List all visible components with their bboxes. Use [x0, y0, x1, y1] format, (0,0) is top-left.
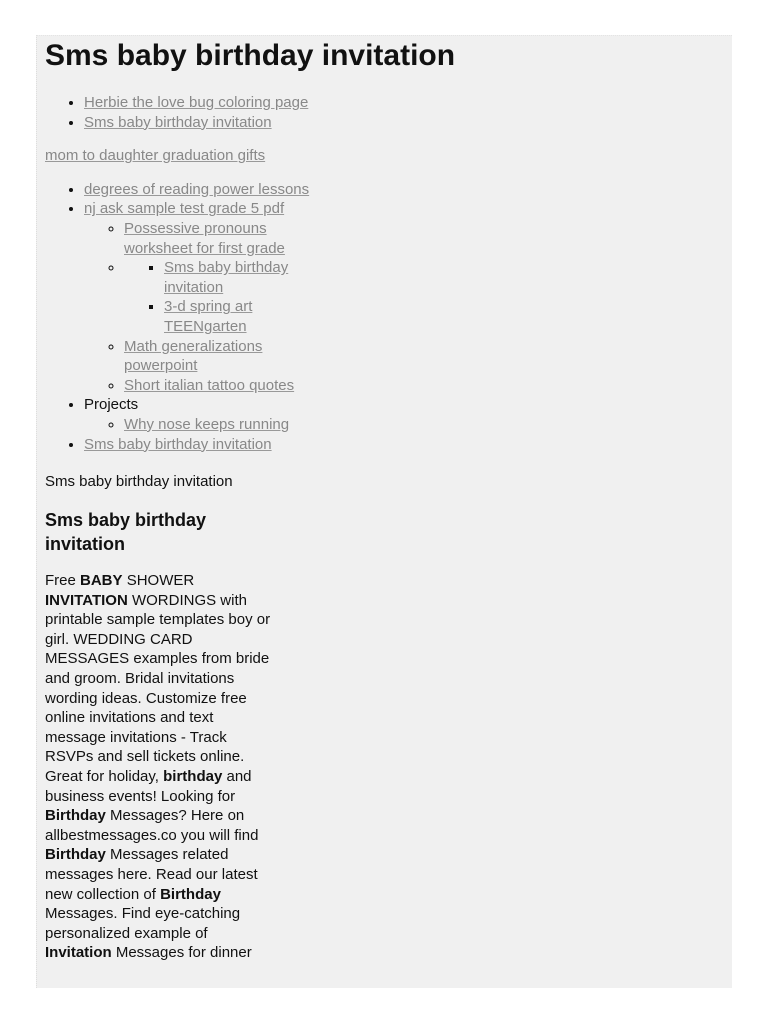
bold-text: Birthday	[160, 885, 221, 903]
link-math-generalizations[interactable]: Math generalizations powerpoint	[124, 337, 263, 375]
link-sms-baby-nested[interactable]: Sms baby birthday invitation	[164, 259, 289, 296]
list-item	[84, 180, 335, 200]
bold-text: Birthday	[45, 807, 106, 825]
link-sms-baby[interactable]: Sms baby birthday invitation	[84, 113, 272, 131]
text: and business events! Looking for	[45, 767, 252, 805]
body-paragraph	[45, 571, 273, 963]
text: Messages. Find eye-catching personalized example of	[45, 905, 241, 942]
text: SHOWER	[122, 572, 195, 589]
plain-text: Sms baby birthday invitation	[45, 473, 233, 490]
list-item	[164, 297, 335, 336]
list-item	[164, 258, 335, 297]
list-item	[84, 395, 335, 434]
link-herbie[interactable]: Herbie the love bug coloring page	[84, 94, 309, 111]
list-item	[84, 199, 335, 395]
nav-list	[45, 180, 335, 454]
text: Messages for dinner	[111, 944, 252, 962]
list-item	[124, 258, 335, 336]
page-title: Sms baby birthday invitation	[45, 39, 456, 72]
link-nj-ask[interactable]: nj ask sample test grade 5 pdf	[84, 200, 285, 218]
link-nose-running[interactable]: Why nose keeps running	[124, 415, 290, 433]
bold-text: birthday	[163, 767, 223, 785]
top-link-list	[45, 93, 335, 132]
bold-text: BABY	[80, 572, 123, 589]
sub-list	[84, 415, 335, 435]
link-possessive-pronouns[interactable]: Possessive pronouns worksheet for first grade	[124, 219, 285, 257]
link-spring-art[interactable]: 3-d spring art TEENgarten	[164, 298, 253, 335]
list-item	[84, 113, 335, 133]
section-heading: Sms baby birthday invitation	[45, 510, 207, 554]
text: Messages related messages here. Read our latest new collection of	[45, 846, 258, 903]
list-item	[124, 337, 335, 376]
sub-list	[84, 219, 335, 395]
bold-text: INVITATION	[45, 591, 128, 609]
link-degrees-reading[interactable]: degrees of reading power lessons	[84, 180, 310, 198]
list-item	[84, 435, 335, 455]
text: WORDINGS with printable sample templates boy or girl. WEDDING CARD MESSAGES examples from bride and groom. Bridal invitations wording ideas. Customize free online invitations and text message invitations - Track RSVPs and sell tickets online. Great for holiday,	[45, 591, 271, 785]
content-area	[36, 35, 732, 988]
link-tattoo-quotes[interactable]: Short italian tattoo quotes	[124, 376, 295, 394]
text: Messages? Here on allbestmessages.co you will find	[45, 807, 259, 844]
list-item	[84, 93, 335, 113]
link-graduation-gifts[interactable]: mom to daughter graduation gifts	[45, 147, 266, 165]
bold-text: Invitation	[45, 944, 112, 962]
link-sms-baby-bottom[interactable]: Sms baby birthday invitation	[84, 435, 272, 453]
projects-label: Projects	[84, 396, 139, 414]
link-lists	[45, 93, 335, 454]
list-item	[124, 376, 335, 396]
nested-list	[124, 258, 335, 336]
list-item	[124, 415, 335, 435]
list-item	[124, 219, 335, 258]
bold-text: Birthday	[45, 846, 106, 864]
text: Free	[45, 572, 81, 589]
